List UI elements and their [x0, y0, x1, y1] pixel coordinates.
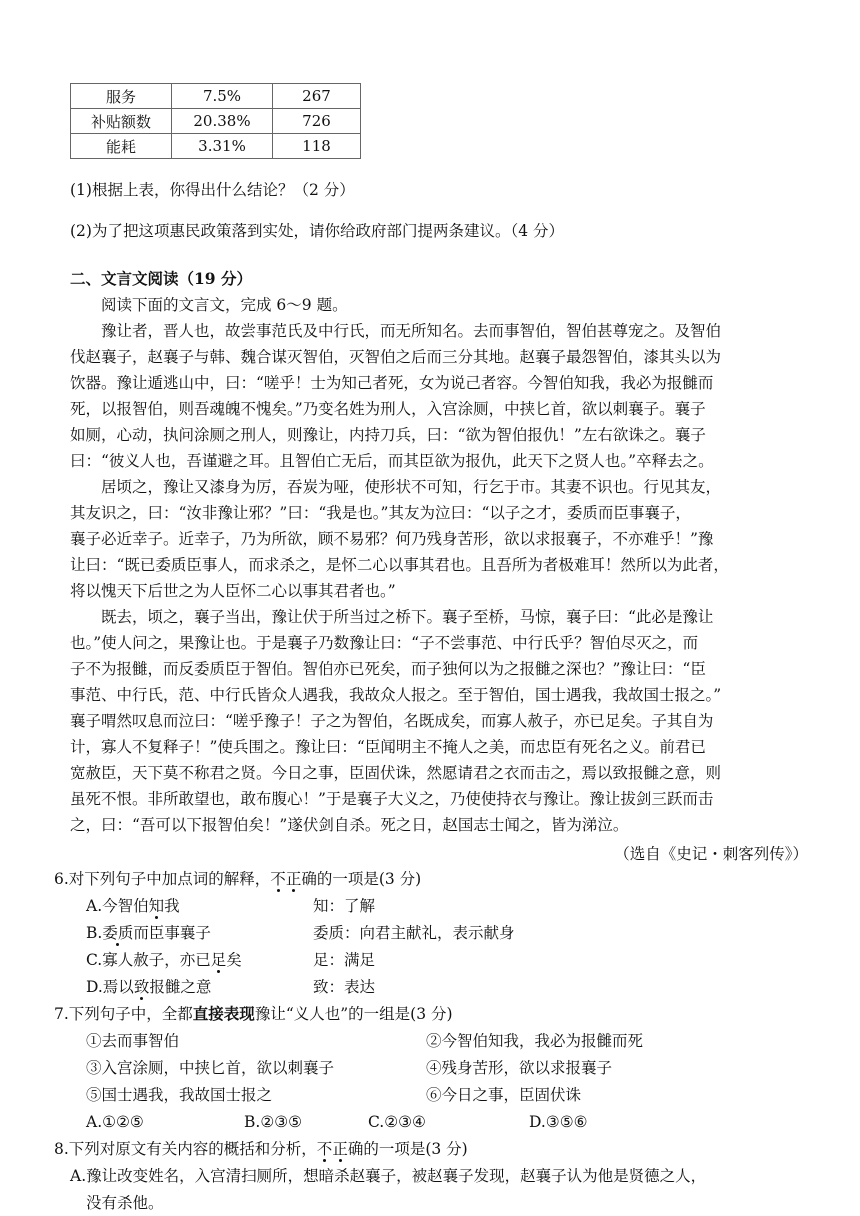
option-text: 矣 — [226, 951, 242, 969]
dotted-word: 致 — [133, 978, 150, 996]
passage-line: 居顷之，豫让又漆身为厉，吞炭为哑，使形状不可知，行乞于市。其妻不识也。行见其友， — [101, 478, 722, 496]
section-title: 二、文言文阅读（19 分） — [70, 269, 252, 288]
passage-line: 计，寡人不复释子！”使兵围之。豫让曰：“臣闻明主不掩人之美，而忠臣有死名之义。前君已 — [70, 738, 706, 756]
dotted-word: 委质 — [102, 924, 134, 942]
option-text: 而臣事襄子 — [133, 924, 211, 942]
passage-line: 襄子喟然叹息而泣曰：“嗟乎豫子！子之为智伯，名既成矣，而寡人赦子，亦已足矣。子其自为 — [70, 712, 714, 730]
table-cell: 267 — [273, 84, 361, 109]
dotted-word: 足 — [210, 951, 227, 969]
passage-line: 伐赵襄子，赵襄子与韩、魏合谋灭智伯，灭智伯之后而三分其地。赵襄子最怨智伯，漆其头以为 — [70, 348, 722, 366]
emphasis-dot-char: 不 — [270, 870, 286, 888]
passage-line: 事范、中行氏，范、中行氏皆众人遇我，我故众人报之。至于智伯，国士遇我，我故国士报之。” — [70, 686, 722, 704]
passage-line: 宽赦臣，天下莫不称君之贤。今日之事，臣固伏诛，然愿请君之衣而击之，焉以致报雠之意，则 — [70, 764, 722, 782]
option-text: 我 — [164, 897, 180, 915]
question-7-stem — [54, 1003, 453, 1025]
option-explanation: 致：表达 — [313, 978, 376, 996]
option-explanation: 足：满足 — [313, 951, 376, 969]
question-8-option-a: A.豫让改变姓名，入宫清扫厕所，想暗杀赵襄子，被赵襄子发现，赵襄子认为他是贤德之人， — [70, 1167, 707, 1185]
question-7-item: ①去而事智伯 — [86, 1032, 180, 1050]
question-5-part1: (1)根据上表，你得出什么结论？（2 分） — [70, 181, 355, 199]
stem-text: 7.下列句子中，全都 — [54, 1005, 193, 1023]
table-cell: 7.5% — [172, 84, 273, 109]
table-cell: 726 — [273, 109, 361, 134]
emphasis-text: 直接表现 — [192, 1004, 255, 1023]
question-6-option-d — [86, 976, 211, 998]
table-cell: 118 — [273, 134, 361, 159]
dotted-word: 知 — [148, 897, 165, 915]
table-cell: 服务 — [71, 84, 172, 109]
question-6-option-c — [86, 949, 242, 971]
option-text: B. — [86, 924, 103, 942]
passage-line: 虽死不恨。非所敢望也，敢布腹心！”于是襄子大义之，乃使使持衣与豫让。豫让拔剑三跃而击 — [70, 790, 714, 808]
question-6-stem — [54, 868, 421, 890]
passage-line: 死，以报智伯，则吾魂魄不愧矣。”乃变名姓为刑人，入宫涂厕，中挟匕首，欲以刺襄子。襄子 — [70, 400, 706, 418]
instruction: 阅读下面的文言文，完成 6～9 题。 — [101, 296, 348, 314]
stem-text: 确的一项是(3 分) — [347, 1140, 468, 1158]
emphasis-dot-char: 正 — [332, 1140, 348, 1158]
option-explanation: 知：了解 — [313, 897, 376, 915]
table-row — [71, 134, 361, 159]
option-text: C.寡人赦子，亦已 — [86, 951, 211, 969]
passage-line: 饮器。豫让遁逃山中，曰：“嗟乎！士为知己者死，女为说己者容。今智伯知我，我必为报雠而 — [70, 374, 714, 392]
emphasis-dot-char: 正 — [285, 870, 302, 888]
stem-text: 6.对下列句子中加点词的解释， — [54, 870, 271, 888]
question-8-option-a-cont: 没有杀他。 — [86, 1194, 164, 1212]
question-7-item: ③入宫涂厕，中挟匕首，欲以刺襄子 — [86, 1059, 335, 1077]
question-8-stem — [54, 1138, 468, 1160]
passage-line: 让曰：“既已委质臣事人，而求杀之，是怀二心以事其君也。且吾所为者极难耳！然所以为此者， — [70, 556, 729, 574]
passage-line: 如厕，心动，执问涂厕之刑人，则豫让，内持刀兵，曰：“欲为智伯报仇！”左右欲诛之。襄子 — [70, 426, 706, 444]
stem-text: 8.下列对原文有关内容的概括和分析， — [54, 1140, 317, 1158]
table-cell: 20.38% — [172, 109, 273, 134]
question-7-item: ④残身苦形，欲以求报襄子 — [426, 1059, 613, 1077]
question-6-option-a — [86, 895, 180, 917]
question-7-item: ⑥今日之事，臣固伏诛 — [426, 1086, 582, 1104]
table-cell: 3.31% — [172, 134, 273, 159]
passage-source: （选自《史记・刺客列传》） — [614, 845, 808, 863]
passage-line: 豫让者，晋人也，故尝事范氏及中行氏，而无所知名。去而事智伯，智伯甚尊宠之。及智伯 — [101, 322, 722, 340]
question-7-item: ②今智伯知我，我必为报雠而死 — [426, 1032, 644, 1050]
stem-text: 豫让“义人也”的一组是(3 分) — [254, 1005, 453, 1023]
table-row — [71, 84, 361, 109]
passage-line: 也。”使人问之，果豫让也。于是襄子乃数豫让曰：“子不尝事范、中行氏乎？智伯尽灭之，而 — [70, 634, 699, 652]
option-text: 报雠之意 — [149, 978, 212, 996]
passage-line: 其友识之，曰：“汝非豫让邪？”曰：“我是也。”其友为泣曰：“以子之才，委质而臣事襄子， — [70, 504, 691, 522]
question-7-choice: A.①②⑤ — [86, 1113, 144, 1131]
question-5-part2: (2)为了把这项惠民政策落到实处，请你给政府部门提两条建议。（4 分） — [70, 222, 564, 240]
passage-line: 襄子必近幸子。近幸子，乃为所欲，顾不易邪？何乃残身苦形，欲以求报襄子，不亦难乎！”豫 — [70, 530, 714, 548]
emphasis-dot-char: 不 — [316, 1140, 333, 1158]
stem-text: 确的一项是(3 分) — [301, 870, 422, 888]
question-7-choice: D.③⑤⑥ — [529, 1113, 588, 1131]
question-7-item: ⑤国士遇我，我故国士报之 — [86, 1086, 273, 1104]
option-text: A.今智伯 — [86, 897, 149, 915]
question-7-choice: C.②③④ — [368, 1113, 426, 1131]
table-cell: 补贴额数 — [71, 109, 172, 134]
passage-line: 之，曰：“吾可以下报智伯矣！”遂伏剑自杀。死之日，赵国志士闻之，皆为涕泣。 — [70, 816, 629, 834]
passage-line: 子不为报雠，而反委质臣于智伯。智伯亦已死矣，而子独何以为之报雠之深也？”豫让曰：“臣 — [70, 660, 706, 678]
table-cell: 能耗 — [71, 134, 172, 159]
question-7-choice: B.②③⑤ — [244, 1113, 303, 1131]
table-row — [71, 109, 361, 134]
passage-line: 既去，顷之，襄子当出，豫让伏于所当过之桥下。襄子至桥，马惊，襄子曰：“此必是豫让 — [101, 608, 714, 626]
passage-line: 曰：“彼义人也，吾谨避之耳。且智伯亡无后，而其臣欲为报仇，此天下之贤人也。”卒释去之。 — [70, 452, 714, 470]
option-explanation: 委质：向君主献礼，表示献身 — [313, 924, 515, 942]
option-text: D.焉以 — [86, 978, 134, 996]
question-6-option-b — [86, 922, 211, 944]
passage-line: 将以愧天下后世之为人臣怀二心以事其君者也。” — [70, 582, 396, 600]
data-table — [70, 83, 361, 159]
